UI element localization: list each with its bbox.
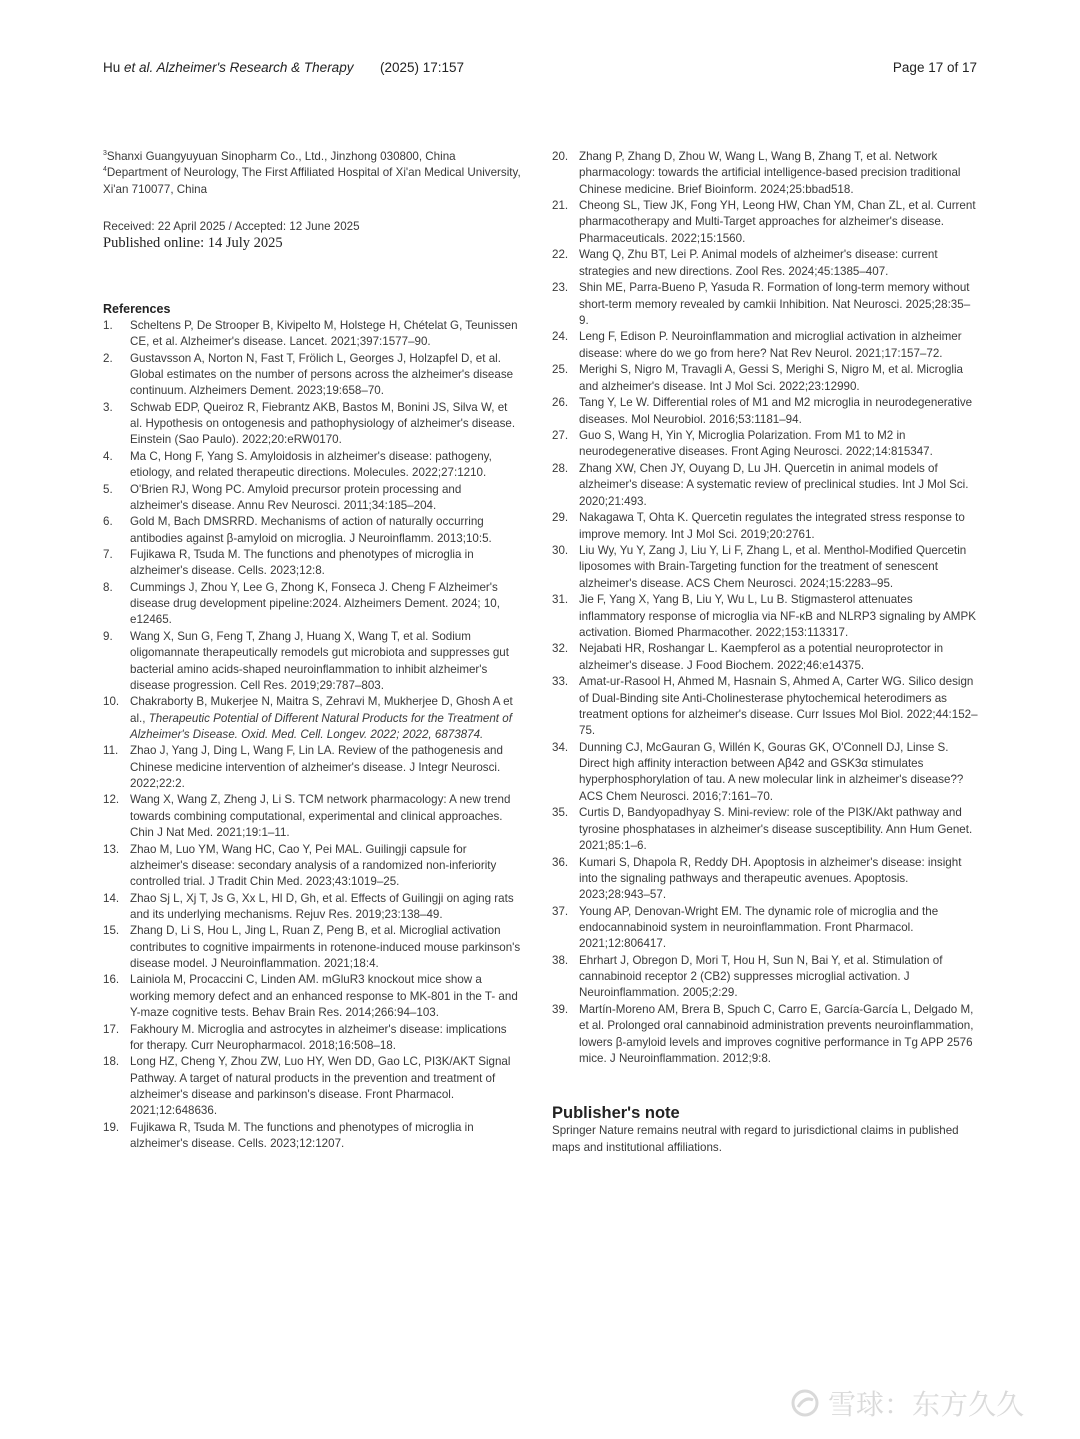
- reference-item: [103, 694, 521, 743]
- reference-item: [552, 740, 978, 805]
- reference-item: [552, 592, 978, 641]
- affiliation-4: $^4$Department of Neurology, The First Affiliated Hospital of Xi'an Medical University, Xi'an 710077, China: [103, 166, 521, 196]
- reference-text: Curtis D, Bandyopadhyay S. Mini-review: role of the PI3K/Akt pathway and tyrosine phosphatases in alzheimer's disease susceptibility. Ann Hum Genet. 2021;85:1–6.: [579, 806, 973, 852]
- reference-item: [103, 449, 521, 482]
- reference-text: Fujikawa R, Tsuda M. The functions and phenotypes of microglia in alzheimer's disease. Cells. 2023;12:8.: [130, 548, 474, 578]
- reference-item: [552, 461, 978, 510]
- reference-text: Zhang XW, Chen JY, Ouyang D, Lu JH. Quercetin in animal models of alzheimer's disease: A systematic review of preclinical studies. Int J Mol Sci. 2020;21:493.: [579, 462, 969, 508]
- reference-item: [103, 482, 521, 515]
- reference-item: [552, 149, 978, 198]
- reference-text: Zhang D, Li S, Hou L, Jing L, Ruan Z, Peng B, et al. Microglial activation contributes to cognitive impairments in rotenone-induced mouse parkinson's disease model. J Neuroinflammation. 2021;18:4.: [130, 924, 521, 970]
- reference-number: 5.: [103, 482, 113, 496]
- reference-item: [103, 923, 521, 972]
- reference-text: Nejabati HR, Roshangar L. Kaempferol as a potential neuroprotector in alzheimer's disease. J Food Biochem. 2022;46:e14375.: [579, 642, 944, 672]
- references-heading: References: [103, 302, 171, 317]
- reference-text: Shin ME, Parra-Bueno P, Yasuda R. Formation of long-term memory without short-term memory revealed by camkii Inhibition. Nat Neurosci. 2025;28:35–9.: [579, 281, 971, 327]
- reference-number: 32.: [552, 642, 569, 656]
- reference-number: 17.: [103, 1022, 120, 1036]
- reference-item: [103, 1022, 521, 1055]
- reference-number: 24.: [552, 330, 569, 344]
- reference-item: [103, 972, 521, 1021]
- reference-number: 1.: [103, 318, 113, 332]
- reference-number: 19.: [103, 1120, 120, 1134]
- reference-text: Cummings J, Zhou Y, Lee G, Zhong K, Fonseca J. Cheng F Alzheimer's disease drug development pipeline:2024. Alzheimers Dement. 2024; 10, e12465.: [130, 580, 500, 627]
- reference-text: Kumari S, Dhapola R, Reddy DH. Apoptosis in alzheimer's disease: insight into the signaling pathways and therapeutic avenues. Apoptosis. 2023;28:943–57.: [579, 855, 962, 902]
- reference-item: [103, 891, 521, 924]
- reference-number: 28.: [552, 462, 569, 476]
- reference-item: [552, 280, 978, 329]
- reference-number: 30.: [552, 544, 569, 558]
- reference-number: 38.: [552, 953, 569, 967]
- reference-number: 37.: [552, 904, 569, 918]
- reference-text: Tang Y, Le W. Differential roles of M1 and M2 microglia in neurodegenerative diseases. Mol Neurobiol. 2016;53:1181–94.: [579, 396, 973, 426]
- reference-number: 18.: [103, 1055, 120, 1069]
- reference-text: Fakhoury M. Microglia and astrocytes in alzheimer's disease: implications for therapy. Curr Neuropharmacol. 2018;16:508–18.: [130, 1022, 507, 1052]
- header-year-volume: (2025) 17:157: [380, 60, 465, 75]
- reference-text: Wang Q, Zhu BT, Lei P. Animal models of alzheimer's disease: current strategies and new directions. Zool Res. 2024;45:1385–407.: [579, 248, 938, 278]
- reference-number: 22.: [552, 248, 569, 262]
- reference-item: [552, 674, 978, 739]
- reference-text: Dunning CJ, McGauran G, Willén K, Gouras GK, O'Connell DJ, Linse S. Direct high affinity interaction between Aβ42 and GSK3α stimulates hyperphosphorylation of tau. A new molecular link in alzheimer's disease?? ACS Chem Neurosci. 2016;7:161–70.: [579, 740, 964, 803]
- reference-text: O'Brien RJ, Wong PC. Amyloid precursor protein processing and alzheimer's disease. Annu Rev Neurosci. 2011;34:185–204.: [130, 482, 462, 512]
- reference-item: [552, 428, 978, 461]
- reference-text: Zhao Sj L, Xj T, Js G, Xx L, Hl D, Gh, et al. Effects of Guilingji on aging rats and its underlying mechanisms. Rejuv Res. 2019;23:138–49.: [130, 891, 514, 921]
- reference-item: [552, 953, 978, 1002]
- reference-text: Liu Wy, Yu Y, Zang J, Liu Y, Li F, Zhang L, et al. Menthol-Modified Quercetin liposomes with Brain-Targeting function for the treatment of senescent alzheimer's disease. ACS Chem Neurosci. 2024;15:2283–95.: [579, 544, 967, 590]
- received-accepted-dates: Received: 22 April 2025 / Accepted: 12 June 2025: [103, 219, 360, 233]
- reference-item: [552, 198, 978, 247]
- reference-number: 13.: [103, 842, 120, 856]
- reference-number: 34.: [552, 740, 569, 754]
- reference-number: 6.: [103, 515, 113, 529]
- reference-text: Merighi S, Nigro M, Travagli A, Gessi S, Merighi S, Nigro M, et al. Microglia and alzheimer's disease. Int J Mol Sci. 2022;23:12990.: [579, 363, 963, 393]
- published-online-date: Published online: 14 July 2025: [103, 235, 283, 252]
- reference-number: 12.: [103, 793, 120, 807]
- watermark-text: 雪球：东方久久: [828, 1388, 1025, 1421]
- reference-item: [552, 362, 978, 395]
- reference-number: 25.: [552, 363, 569, 377]
- reference-item: [552, 395, 978, 428]
- reference-item: [103, 580, 521, 629]
- reference-text: Scheltens P, De Strooper B, Kivipelto M, Holstege H, Chételat G, Teunissen CE, et al. Alzheimer's disease. Lancet. 2021;397:1577–90.: [130, 318, 518, 349]
- reference-text: Wang X, Sun G, Feng T, Zhang J, Huang X, Wang T, et al. Sodium oligomannate therapeutically remodels gut microbiota and suppresses gut bacterial amino acids-shaped neuroinflammation to inhibit alzheimer's disease progression. Cell Res. 2019;29:787–803.: [130, 629, 509, 692]
- reference-number: 14.: [103, 891, 120, 905]
- reference-number: 3.: [103, 400, 113, 414]
- reference-number: 20.: [552, 150, 569, 163]
- reference-number: 21.: [552, 199, 569, 213]
- publishers-note-heading: Publisher's note: [552, 1104, 680, 1123]
- reference-text: Young AP, Denovan-Wright EM. The dynamic role of microglia and the endocannabinoid system in neuroinflammation. Front Pharmacol. 2021;12:806417.: [579, 904, 939, 951]
- reference-item: [103, 842, 521, 891]
- reference-item: [103, 629, 521, 694]
- reference-text: Zhao M, Luo YM, Wang HC, Cao Y, Pei MAL. Guilingji capsule for alzheimer's disease: secondary analysis of a randomized non-inferiority controlled trial. J Tradit Chin Med. 2023;43:1019–25.: [130, 842, 497, 889]
- reference-number: 36.: [552, 855, 569, 869]
- reference-number: 39.: [552, 1003, 569, 1017]
- watermark: [790, 1383, 1024, 1423]
- reference-item: [103, 318, 521, 351]
- left-column: [103, 149, 521, 1152]
- affiliations: [103, 149, 521, 198]
- reference-text: Fujikawa R, Tsuda M. The functions and phenotypes of microglia in alzheimer's disease. Cells. 2023;12:1207.: [130, 1120, 474, 1150]
- reference-item: [552, 1002, 978, 1067]
- reference-text: Wang X, Wang Z, Zheng J, Li S. TCM network pharmacology: A new trend towards combining computational, experimental and clinical approaches. Chin J Nat Med. 2021;19:1–11.: [130, 793, 511, 840]
- reference-text: Amat-ur-Rasool H, Ahmed M, Hasnain S, Ahmed A, Carter WG. Silico design of Dual-Binding site Anti-Cholinesterase phytochemical heterodimers as treatment options for alzheimer's disease. Curr Issues Mol Biol. 2022;44:152–75.: [579, 675, 978, 738]
- reference-text: Gold M, Bach DMSRRD. Mechanisms of action of naturally occurring antibodies against β-amyloid on microglia. J Neuroinflamm. 2013;10:5.: [130, 515, 492, 545]
- right-column: [552, 149, 978, 1156]
- reference-number: 26.: [552, 396, 569, 410]
- snowball-logo-icon: [790, 1388, 820, 1418]
- reference-number: 16.: [103, 973, 120, 987]
- reference-item: [552, 805, 978, 854]
- reference-text: Ma C, Hong F, Yang S. Amyloidosis in alzheimer's disease: pathogeny, etiology, and related therapeutic directions. Molecules. 2022;27:1210.: [130, 449, 492, 480]
- reference-item: [103, 547, 521, 580]
- reference-item: [103, 400, 521, 449]
- reference-number: 31.: [552, 593, 569, 607]
- reference-text: Schwab EDP, Queiroz R, Fiebrantz AKB, Bastos M, Bonini JS, Silva W, et al. Hypothesis on ontogenesis and pathophysiology of alzheimer's disease. Einstein (Sao Paulo). 2022;20:eRW0170.: [130, 400, 516, 447]
- reference-item: [552, 855, 978, 904]
- reference-item: [103, 1120, 521, 1153]
- reference-item: [103, 792, 521, 841]
- reference-text: Guo S, Wang H, Yin Y, Microglia Polarization. From M1 to M2 in neurodegenerative diseases. Front Aging Neurosci. 2022;14:815347.: [579, 429, 933, 459]
- reference-text: Nakagawa T, Ohta K. Quercetin regulates the integrated stress response to improve memory. Int J Mol Sci. 2019;20:2761.: [579, 511, 965, 541]
- reference-item: [103, 351, 521, 400]
- reference-number: 9.: [103, 629, 113, 643]
- reference-text: Leng F, Edison P. Neuroinflammation and microglial activation in alzheimer disease: where do we go from here? Nat Rev Neurol. 2021;17:157–72.: [579, 330, 962, 360]
- reference-number: 35.: [552, 806, 569, 820]
- reference-number: 33.: [552, 675, 569, 689]
- reference-number: 2.: [103, 351, 113, 365]
- reference-number: 8.: [103, 580, 113, 594]
- reference-text: Long HZ, Cheng Y, Zhou ZW, Luo HY, Wen DD, Gao LC, PI3K/AKT Signal Pathway. A target of natural products in the prevention and treatment of alzheimer's disease and parkinson's disease. Front Pharmacol. 2021;12:648636.: [130, 1055, 511, 1118]
- reference-item: [103, 514, 521, 547]
- reference-item: [552, 510, 978, 543]
- reference-text: Martín-Moreno AM, Brera B, Spuch C, Carro E, García-García L, Delgado M, et al. Prolonged oral cannabinoid administration prevents neuroinflammation, lowers β-amyloid levels and improves cognitive performance in Tg APP 2576 mice. J Neuroinflammation. 2012;9:8.: [579, 1003, 974, 1065]
- reference-text: Ehrhart J, Obregon D, Mori T, Hou H, Sun N, Bai Y, et al. Stimulation of cannabinoid receptor 2 (CB2) suppresses microglial activation. J Neuroinflammation. 2005;2:29.: [579, 953, 943, 1000]
- reference-item: [552, 329, 978, 362]
- reference-item: [103, 1054, 521, 1119]
- reference-text: Cheong SL, Tiew JK, Fong YH, Leong HW, Chan YM, Chan ZL, et al. Current pharmacotherapy and Multi-Target approaches for alzheimer's disease. Pharmaceuticals. 2022;15:1560.: [579, 199, 976, 245]
- header-authors-journal: Hu et al. Alzheimer's Research & Therapy: [103, 60, 354, 75]
- reference-number: 23.: [552, 281, 569, 295]
- reference-number: 27.: [552, 429, 569, 443]
- reference-number: 10.: [103, 695, 120, 709]
- reference-text: Chakraborty B, Mukerjee N, Maitra S, Zehravi M, Mukherjee D, Ghosh A et al.,: [130, 695, 513, 725]
- reference-item: [552, 543, 978, 592]
- publishers-note-text: Springer Nature remains neutral with regard to jurisdictional claims in published maps and institutional affiliations.: [552, 1124, 959, 1154]
- reference-number: 11.: [103, 744, 119, 758]
- reference-text: Gustavsson A, Norton N, Fast T, Frölich L, Georges J, Holzapfel D, et al. Global estimates on the number of persons across the alzheimer's disease continuum. Alzheimers Dement. 2023;19:658–70.: [130, 351, 514, 398]
- header-page-number: Page 17 of 17: [892, 60, 977, 75]
- reference-text: Jie F, Yang X, Yang B, Liu Y, Wu L, Lu B. Stigmasterol attenuates inflammatory response of microglia via NF-κB and NLRP3 signaling by AMPK activation. Biomed Pharmacother. 2022;153:113317.: [579, 593, 976, 639]
- reference-list-left: [103, 318, 521, 1153]
- reference-item: [552, 247, 978, 280]
- reference-number: 7.: [103, 548, 113, 562]
- reference-number: 4.: [103, 449, 113, 463]
- reference-number: 29.: [552, 511, 569, 525]
- reference-italic-text: Therapeutic Potential of Different Natural Products for the Treatment of Alzheimer's Disease. Oxid. Med. Cell. Longev. 2022; 2022, 6873874.: [130, 711, 512, 741]
- reference-list-right: [552, 149, 978, 1067]
- reference-item: [552, 641, 978, 674]
- reference-item: [552, 904, 978, 953]
- reference-number: 15.: [103, 924, 120, 938]
- reference-text: Zhao J, Yang J, Ding L, Wang F, Lin LA. Review of the pathogenesis and Chinese medicine intervention of alzheimer's disease. J Integr Neurosci. 2022;22:2.: [130, 744, 503, 790]
- affiliation-3: $^3$Shanxi Guangyuyuan Sinopharm Co., Ltd., Jinzhong 030800, China: [103, 150, 456, 163]
- reference-text: Lainiola M, Procaccini C, Linden AM. mGluR3 knockout mice show a working memory defect and an enhanced response to MK-801 in the T- and Y-maze cognitive tests. Behav Brain Res. 2014;266:94–103.: [130, 973, 518, 1020]
- reference-text: Zhang P, Zhang D, Zhou W, Wang L, Wang B, Zhang T, et al. Network pharmacology: towards the artificial intelligence-based precision traditional Chinese medicine. Brief Bioinform. 2024;25:bbad518.: [579, 150, 961, 196]
- reference-item: [103, 743, 521, 792]
